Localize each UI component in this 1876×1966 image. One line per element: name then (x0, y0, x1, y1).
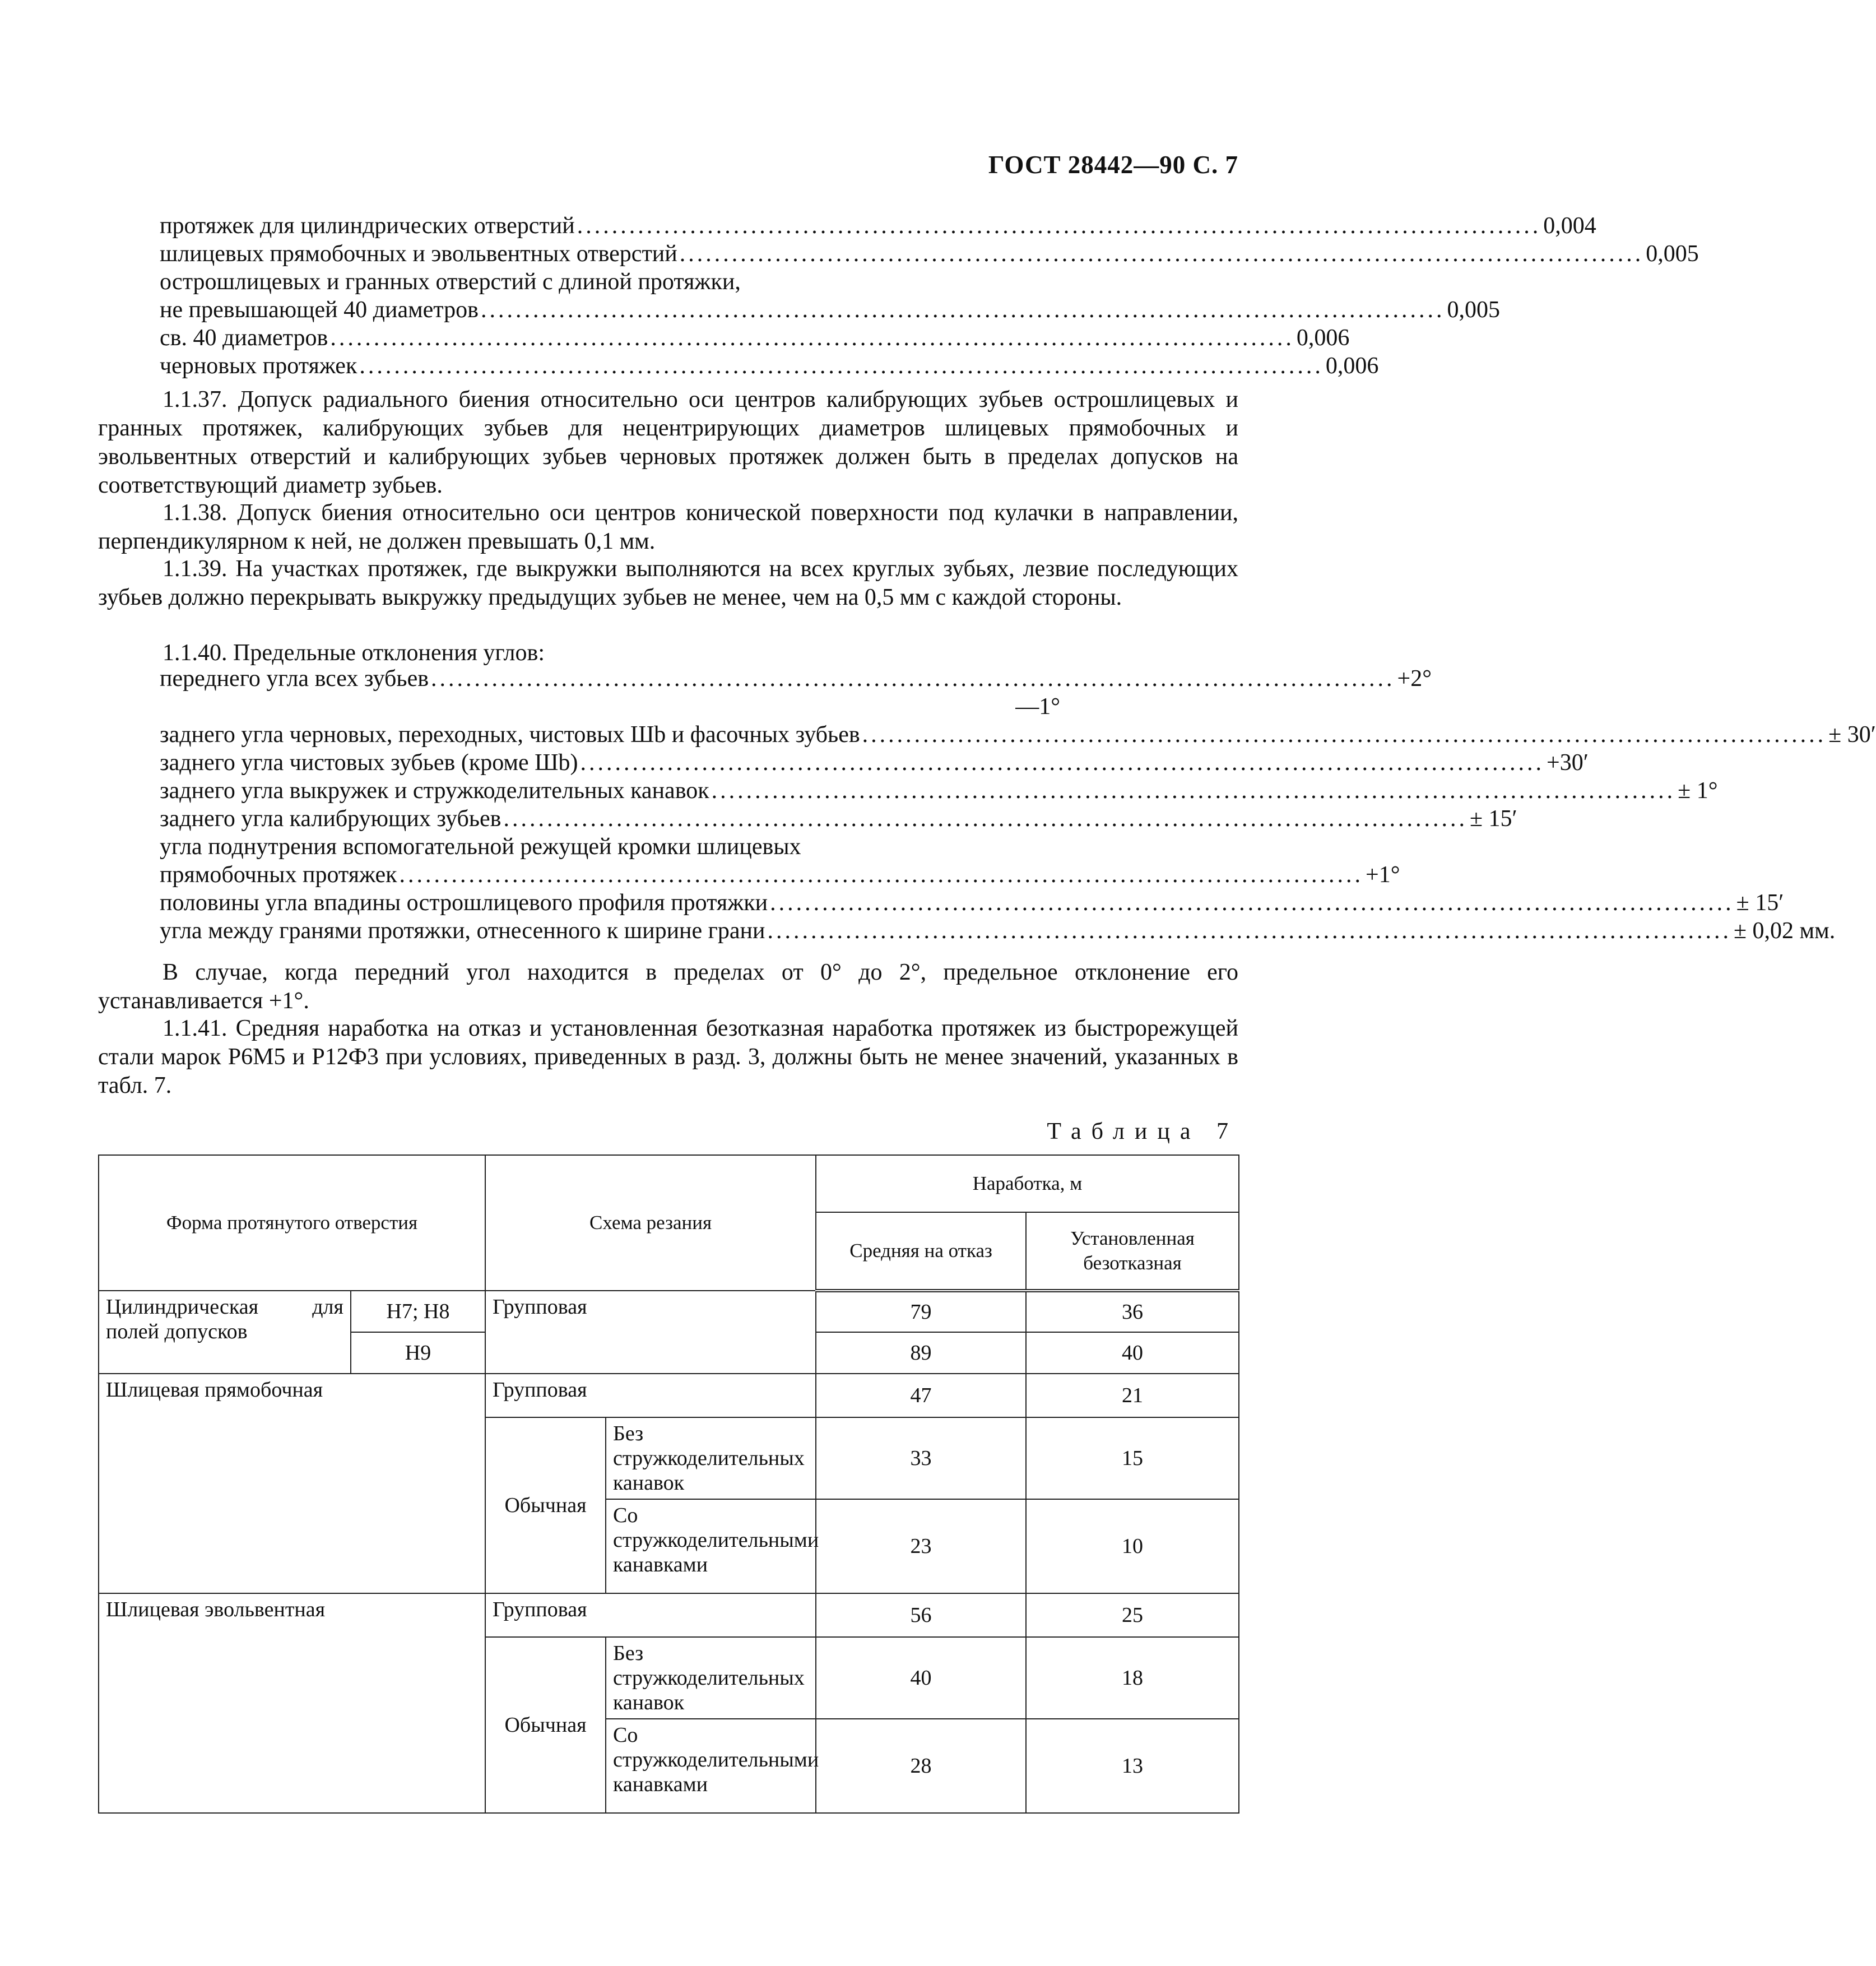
paragraph-1-1-41: 1.1.41. Средняя наработка на отказ и установленная безотказная наработка протяжек из быстрорежущей стали марок Р6М5 и Р12Ф3 при условиях, приведенных в разд. 3, должны быть не менее значений, указанных в табл. 7. (98, 1016, 1238, 1098)
table-row: Шлицевая прямобочная Групповая 47 21 (99, 1374, 1239, 1417)
header-form: Форма протянутого отверстия (99, 1155, 485, 1291)
paragraph-1-1-38: 1.1.38. Допуск биения относительно оси центров конической поверхности под кулачки в направлении, перпендикулярном к ней, не должен превышать 0,1 мм. (98, 500, 1238, 554)
list-item: угла между гранями протяжки, отнесенного к ширине грани ............................................................................................................... ± 0,02 мм. (160, 918, 1836, 944)
list-item: не превышающей 40 диаметров ............................................................................................................... 0,005 (160, 297, 1501, 323)
list-item: половины угла впадины острошлицевого профиля протяжки ............................................................................................................... ± 15′ (160, 890, 1784, 916)
paragraph-1-1-37: 1.1.37. Допуск радиального биения относительно оси центров калибрующих зубьев острошлицевых и гранных протяжек, калибрующих зубьев для нецентрирующих диаметров шлицевых прямобочных и эвольвентных отверстий и калибрующих зубьев черновых протяжек должен быть в пределах допусков на соответствующий диаметр зубьев. (98, 387, 1238, 498)
paragraph-1-1-39: 1.1.39. На участках протяжек, где выкружки выполняются на всех круглых зубьях, лезвие последующих зубьев должно перекрывать выкружку предыдущих зубьев не менее, чем на 0,5 мм с каждой стороны. (98, 556, 1238, 610)
list-item: заднего угла черновых, переходных, чистовых Шb и фасочных зубьев ............................................................................................................... ± 30′ (160, 722, 1876, 748)
header-scheme: Схема резания (485, 1155, 816, 1291)
list-item: прямобочных протяжек ............................................................................................................... +1° (160, 862, 1400, 888)
paragraph-case: В случае, когда передний угол находится в пределах от 0° до 2°, предельное отклонение его устанавливается +1°. (98, 959, 1238, 1014)
angle-deviation-list (160, 665, 1876, 945)
list-item: шлицевых прямобочных и эвольвентных отверстий ............................................................................................................... 0,005 (160, 241, 1699, 267)
page-header: ГОСТ 28442—90 С. 7 (988, 151, 1238, 179)
list-item: переднего угла всех зубьев ............................................................................................................... +2° (160, 666, 1432, 692)
list-item: св. 40 диаметров ............................................................................................................... 0,006 (160, 325, 1350, 351)
paragraph-1-1-40: 1.1.40. Предельные отклонения углов: (162, 640, 545, 666)
tolerance-list-top (160, 212, 1699, 380)
header-set: Установленная безотказная (1026, 1212, 1239, 1291)
table-row: Обычная Без стружкоделительных канавок 40 18 (99, 1637, 1239, 1719)
table-row: Шлицевая эвольвентная Групповая 56 25 (99, 1593, 1239, 1637)
table-row: Со стружкоделительными канавками 28 13 (99, 1719, 1239, 1813)
table-row: Со стружкоделительными канавками 23 10 (99, 1499, 1239, 1593)
header-work: Наработка, м (816, 1155, 1239, 1212)
table-caption: Таблица 7 (1047, 1119, 1238, 1144)
table-row: Обычная Без стружкоделительных канавок 33 15 (99, 1417, 1239, 1499)
list-item: заднего угла чистовых зубьев (кроме Шb) ............................................................................................................... +30′ (160, 750, 1589, 776)
table-row: Цилиндрическая для полей допусков Н7; Н8 Групповая 79 36 (99, 1291, 1239, 1332)
list-item: угла поднутрения вспомогательной режущей кромки шлицевых (160, 834, 801, 860)
table-row: Н9 89 40 (99, 1332, 1239, 1374)
list-item: черновых протяжек ............................................................................................................... 0,006 (160, 353, 1379, 379)
list-item: протяжек для цилиндрических отверстий ............................................................................................................... 0,004 (160, 213, 1596, 239)
list-item: заднего угла выкружек и стружкоделительных канавок ............................................................................................................... ± 1° (160, 778, 1718, 804)
header-mean: Средняя на отказ (816, 1212, 1026, 1291)
list-item: заднего угла калибрующих зубьев ............................................................................................................... ± 15′ (160, 806, 1517, 832)
table-7 (98, 1154, 1239, 1814)
list-item: острошлицевых и гранных отверстий с длиной протяжки, (160, 269, 741, 295)
list-item: —1° (1015, 694, 1060, 720)
